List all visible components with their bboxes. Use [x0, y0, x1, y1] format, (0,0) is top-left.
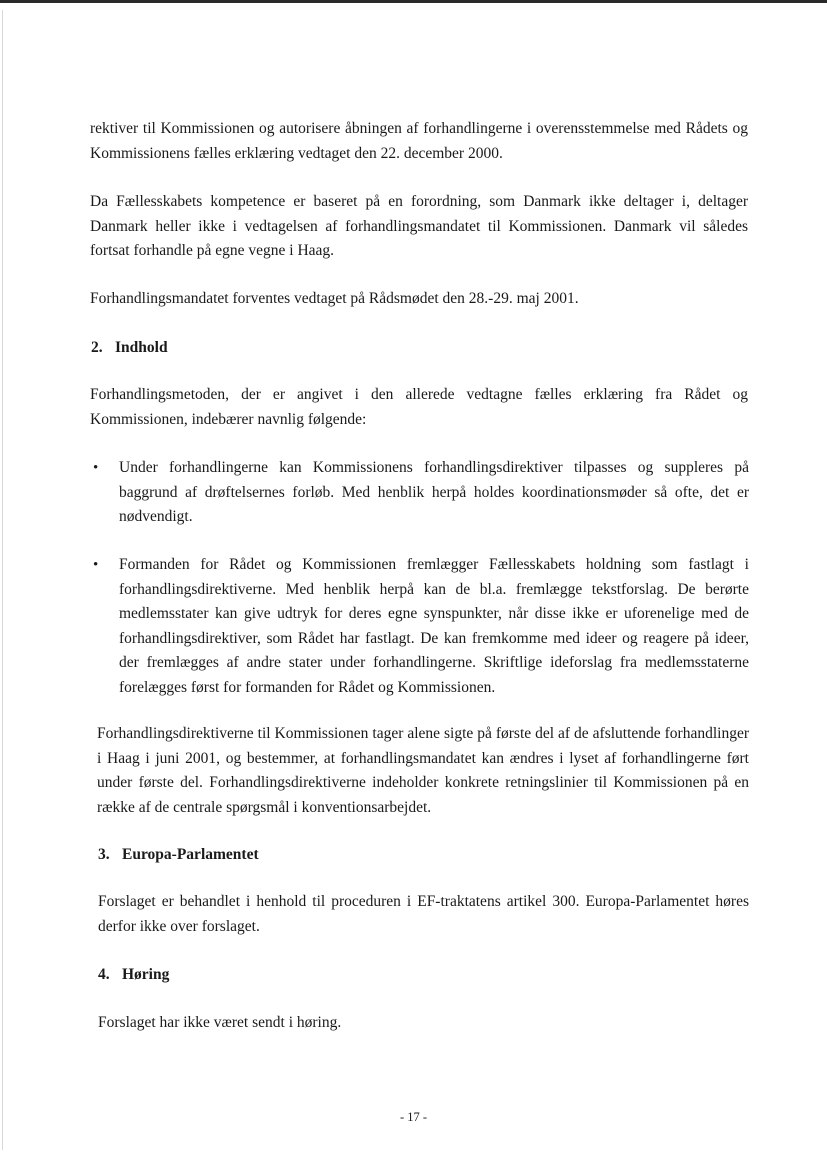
section-heading-europa-parlamentet — [98, 843, 259, 867]
paragraph-negotiation-method: Forhandlingsmetoden, der er angivet i den allerede vedtagne fælles erklæring fra Rådet og Kommissionen, indebærer navnlig følgende: — [90, 386, 748, 428]
paragraph-competence: Da Fællesskabets kompetence er baseret på en forordning, som Danmark ikke deltager i, deltager Danmark heller ikke i vedtagelsen af forhandlingsmandatet til Kommissionen. Danmark vil således fortsat forhandle på egne vegne i Haag. — [90, 193, 748, 259]
list-item-text: Under forhandlingerne kan Kommissionens forhandlingsdirektiver tilpasses og suppleres på baggrund af drøftelsernes forløb. Med henblik herpå holdes koordinationsmøder så ofte, det er nødvendigt. — [119, 459, 749, 525]
section-number: 4. — [98, 966, 110, 983]
section-title: Høring — [122, 966, 170, 983]
list-item — [93, 553, 749, 700]
section-number: 2. — [91, 339, 103, 356]
paragraph-parliament: Forslaget er behandlet i henhold til proceduren i EF-traktatens artikel 300. Europa-Parlamentet høres derfor ikke over forslaget. — [98, 893, 749, 935]
page-number: - 17 - — [399, 1110, 428, 1124]
list-item-text: Formanden for Rådet og Kommissionen fremlægger Fællesskabets holdning som fastlagt i forhandlingsdirektiverne. Med henblik herpå kan de bl.a. fremlægge tekstforslag. De berørte medlemsstater kan give udtryk for deres egne synspunkter, når disse ikke er uforenelige med de forhandlingsdirektiver, som Rådet har fastlagt. De kan fremkomme med ideer og reagere på ideer, der fremlægges af andre stater under forhandlingerne. Skriftlige ideforslag fra medlemsstaterne forelægges først for formanden for Rådet og Kommissionen. — [119, 556, 749, 696]
section-heading-horing — [98, 963, 169, 987]
bullet-marker: • — [93, 460, 99, 476]
paragraph-hearing: Forslaget har ikke været sendt i høring. — [98, 1014, 342, 1031]
bullet-marker: • — [93, 557, 99, 573]
paragraph-continuation: rektiver til Kommissionen og autorisere åbningen af forhandlingerne i overensstemmelse med Rådets og Kommissionens fælles erklæring vedtaget den 22. december 2000. — [90, 120, 748, 162]
paragraph-directives: Forhandlingsdirektiverne til Kommissionen tager alene sigte på første del af de afsluttende forhandlinger i Haag i juni 2001, og bestemmer, at forhandlingsmandatet kan ændres i lyset af forhandlingerne ført under første del. Forhandlingsdirektiverne indeholder konkrete retningslinier til Kommissionen på en række af de centrale spørgsmål i konventionsarbejdet. — [97, 725, 749, 816]
list-item — [93, 456, 749, 530]
paragraph-mandate-date: Forhandlingsmandatet forventes vedtaget på Rådsmødet den 28.-29. maj 2001. — [90, 290, 579, 307]
section-heading-indhold — [91, 336, 168, 360]
section-title: Indhold — [115, 339, 168, 356]
section-number: 3. — [98, 846, 110, 863]
section-title: Europa-Parlamentet — [122, 846, 259, 863]
